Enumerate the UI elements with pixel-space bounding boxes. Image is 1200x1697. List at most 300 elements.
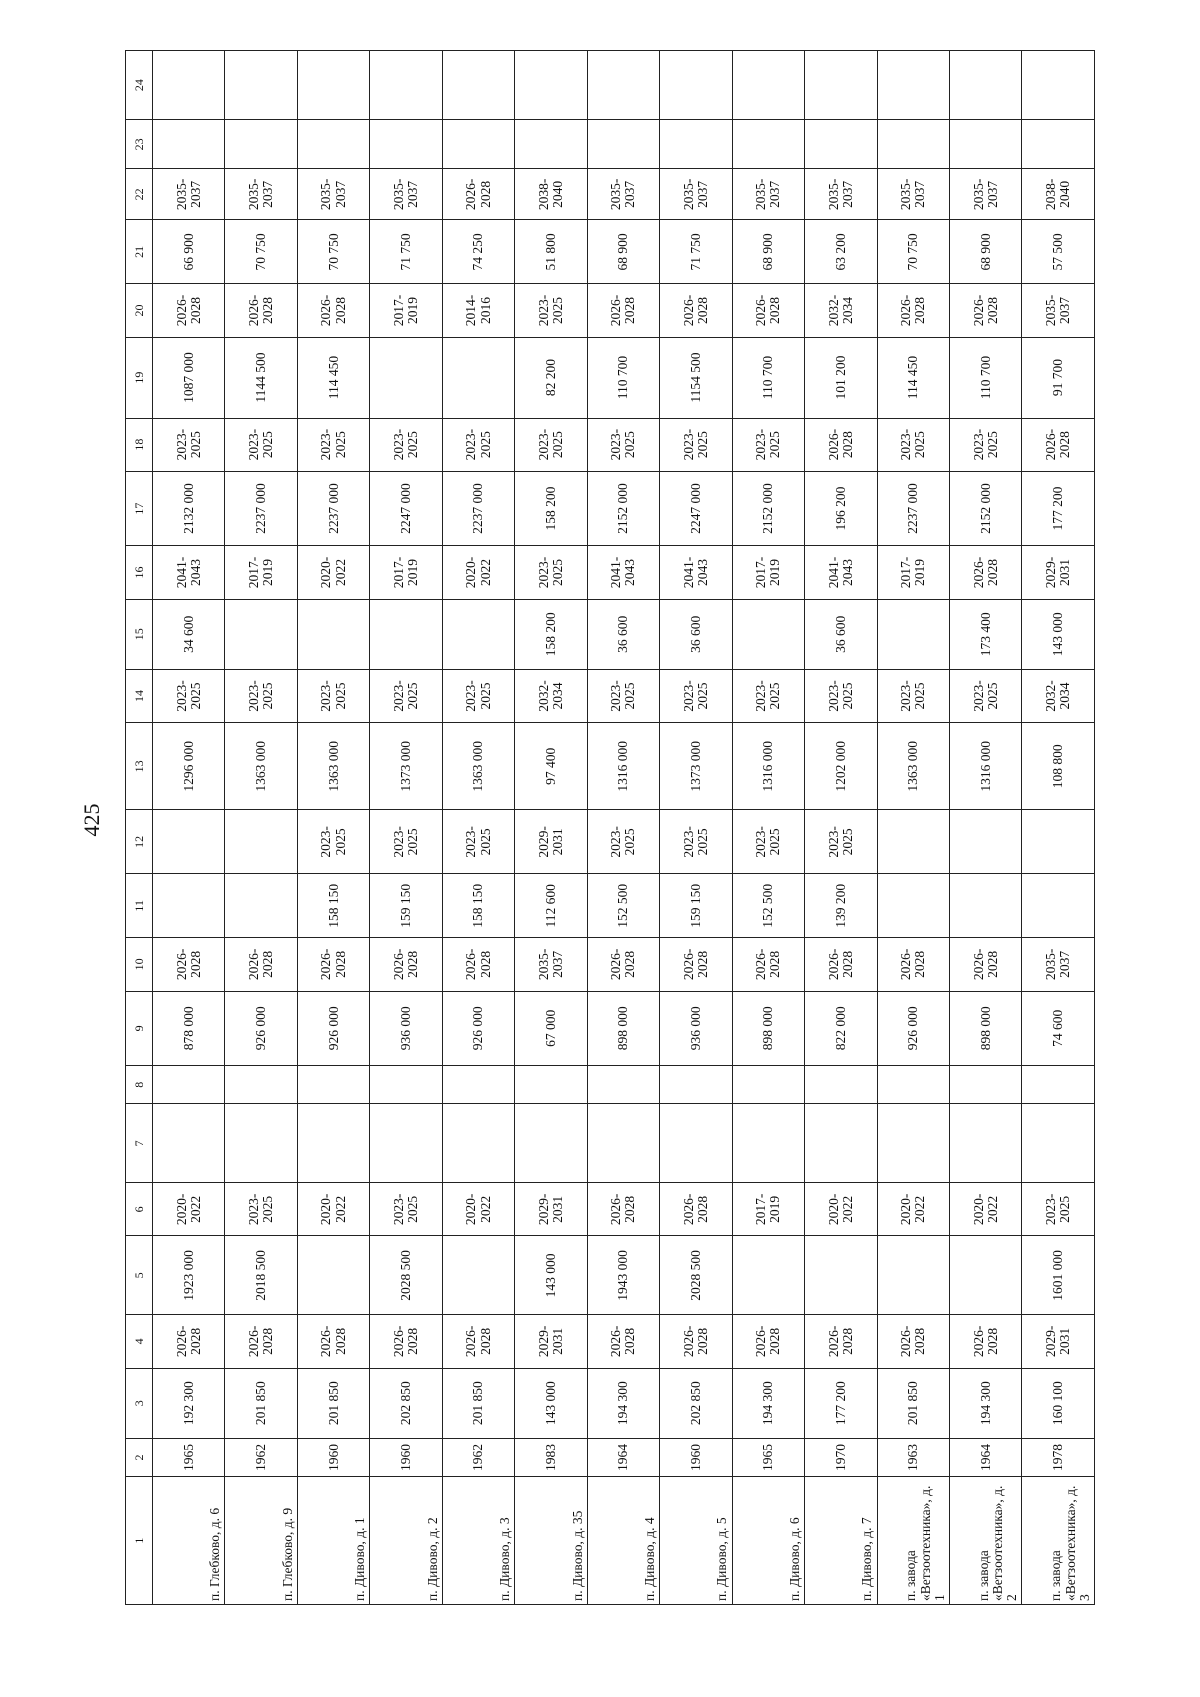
column-number-header	[126, 51, 153, 1605]
column-header: 13	[126, 723, 153, 810]
table-cell: 2026- 2028	[587, 1183, 659, 1236]
table-cell: 898 000	[949, 991, 1021, 1066]
table-cell: 2028 500	[660, 1236, 732, 1315]
table-cell: 2035- 2037	[877, 169, 949, 220]
table-cell: 194 300	[732, 1368, 804, 1438]
table-row	[515, 51, 587, 1605]
table-cell	[805, 1104, 877, 1183]
table-cell: 2026- 2028	[153, 284, 225, 337]
table-cell: 194 300	[949, 1368, 1021, 1438]
table-cell: 143 000	[1022, 599, 1095, 669]
table-cell: 91 700	[1022, 337, 1095, 418]
column-header: 22	[126, 169, 153, 220]
column-header: 7	[126, 1104, 153, 1183]
table-cell: 2020- 2022	[442, 546, 514, 599]
table-cell: 2023- 2025	[515, 546, 587, 599]
table-cell: 2023- 2025	[660, 669, 732, 722]
table-cell: 1316 000	[949, 723, 1021, 810]
table-cell: 1296 000	[153, 723, 225, 810]
table-cell: 67 000	[515, 991, 587, 1066]
table-cell: 2152 000	[949, 471, 1021, 546]
table-cell: 2018 500	[225, 1236, 297, 1315]
table-cell: 2032- 2034	[1022, 669, 1095, 722]
table-cell: 1964	[587, 1438, 659, 1476]
table-cell: 878 000	[153, 991, 225, 1066]
table-cell	[442, 337, 514, 418]
table-cell: 2026- 2028	[1022, 418, 1095, 471]
table-cell: 1923 000	[153, 1236, 225, 1315]
table-cell	[370, 599, 442, 669]
table-cell: 2026- 2028	[877, 284, 949, 337]
table-cell: 2026- 2028	[153, 938, 225, 991]
table-cell	[153, 1104, 225, 1183]
table-cell: 2152 000	[732, 471, 804, 546]
table-cell	[805, 1236, 877, 1315]
table-cell: 2026- 2028	[949, 938, 1021, 991]
table-cell: 201 850	[297, 1368, 369, 1438]
table-cell: 2023- 2025	[515, 284, 587, 337]
table-cell: 70 750	[225, 220, 297, 284]
column-header: 3	[126, 1368, 153, 1438]
table-cell: 2026- 2028	[877, 1315, 949, 1368]
table-cell: 114 450	[877, 337, 949, 418]
table-cell: 2023- 2025	[297, 669, 369, 722]
column-header: 4	[126, 1315, 153, 1368]
table-cell: 1601 000	[1022, 1236, 1095, 1315]
table-cell: 2035- 2037	[732, 169, 804, 220]
table-cell: 822 000	[805, 991, 877, 1066]
table-cell: 139 200	[805, 874, 877, 938]
table-cell: 1316 000	[587, 723, 659, 810]
table-cell: 36 600	[660, 599, 732, 669]
table-cell: 1962	[225, 1438, 297, 1476]
table-cell: 201 850	[225, 1368, 297, 1438]
table-cell	[297, 120, 369, 169]
page-number: 425	[79, 803, 104, 837]
address-cell: п. Дивово, д. 35	[515, 1477, 587, 1605]
table-cell	[877, 1236, 949, 1315]
table-cell: 2041- 2043	[805, 546, 877, 599]
table-cell: 110 700	[949, 337, 1021, 418]
table-cell: 2026- 2028	[587, 1315, 659, 1368]
table-cell	[660, 1104, 732, 1183]
address-cell: п. Дивово, д. 6	[732, 1477, 804, 1605]
table-cell: 70 750	[877, 220, 949, 284]
table-cell: 173 400	[949, 599, 1021, 669]
table-cell: 2023- 2025	[225, 669, 297, 722]
table-cell: 2023- 2025	[153, 669, 225, 722]
table-cell: 2041- 2043	[660, 546, 732, 599]
table-cell: 2026- 2028	[805, 418, 877, 471]
table-cell: 1154 500	[660, 337, 732, 418]
address-cell: п. Дивово, д. 2	[370, 1477, 442, 1605]
table-cell	[442, 1066, 514, 1104]
table-cell	[1022, 51, 1095, 120]
table-cell	[587, 1104, 659, 1183]
table-cell: 2026- 2028	[949, 546, 1021, 599]
column-header: 24	[126, 51, 153, 120]
table-cell: 2023- 2025	[370, 669, 442, 722]
table-cell: 2237 000	[225, 471, 297, 546]
table-cell: 201 850	[442, 1368, 514, 1438]
table-cell	[442, 1104, 514, 1183]
table-cell: 158 200	[515, 471, 587, 546]
table-cell	[370, 337, 442, 418]
table-cell: 2026- 2028	[225, 938, 297, 991]
table-cell: 1965	[732, 1438, 804, 1476]
table-cell: 2028 500	[370, 1236, 442, 1315]
table-cell	[877, 120, 949, 169]
table-cell: 1978	[1022, 1438, 1095, 1476]
table-cell: 97 400	[515, 723, 587, 810]
table-cell: 2026- 2028	[297, 938, 369, 991]
table-cell	[805, 51, 877, 120]
table-cell	[660, 1066, 732, 1104]
table-cell: 2023- 2025	[297, 418, 369, 471]
table-cell: 2023- 2025	[370, 418, 442, 471]
table-row	[732, 51, 804, 1605]
table-cell: 2023- 2025	[732, 418, 804, 471]
table-row	[587, 51, 659, 1605]
address-cell: п. Дивово, д. 1	[297, 1477, 369, 1605]
table-cell: 926 000	[877, 991, 949, 1066]
table-cell	[949, 1236, 1021, 1315]
table-cell: 926 000	[297, 991, 369, 1066]
table-cell: 2029- 2031	[515, 1183, 587, 1236]
table-cell: 2026- 2028	[442, 1315, 514, 1368]
table-cell: 2035- 2037	[515, 938, 587, 991]
table-cell: 926 000	[225, 991, 297, 1066]
table-row	[370, 51, 442, 1605]
table-cell: 57 500	[1022, 220, 1095, 284]
table-cell: 2026- 2028	[660, 1315, 732, 1368]
table-cell: 2237 000	[297, 471, 369, 546]
table-cell: 201 850	[877, 1368, 949, 1438]
table-cell: 898 000	[732, 991, 804, 1066]
address-cell: п. Глебково, д. 6	[153, 1477, 225, 1605]
table-cell	[587, 1066, 659, 1104]
table-cell: 2017- 2019	[370, 546, 442, 599]
table-cell	[153, 1066, 225, 1104]
table-cell: 2020- 2022	[805, 1183, 877, 1236]
table-cell	[877, 599, 949, 669]
table-cell: 152 500	[587, 874, 659, 938]
table-body	[153, 51, 1095, 1605]
table-cell: 68 900	[732, 220, 804, 284]
table-cell: 2023- 2025	[515, 418, 587, 471]
table-cell: 34 600	[153, 599, 225, 669]
table-cell: 2023- 2025	[225, 418, 297, 471]
table-cell: 194 300	[587, 1368, 659, 1438]
table-cell: 192 300	[153, 1368, 225, 1438]
table-cell: 936 000	[660, 991, 732, 1066]
table-cell	[297, 1066, 369, 1104]
table-cell: 2032- 2034	[805, 284, 877, 337]
table-cell: 2041- 2043	[587, 546, 659, 599]
table-cell	[515, 1066, 587, 1104]
table-cell: 101 200	[805, 337, 877, 418]
table-cell: 159 150	[660, 874, 732, 938]
table-cell: 2026- 2028	[949, 1315, 1021, 1368]
table-cell	[732, 51, 804, 120]
table-cell: 2023- 2025	[805, 810, 877, 874]
table-cell: 2026- 2028	[297, 1315, 369, 1368]
table-cell: 2023- 2025	[442, 669, 514, 722]
column-header: 16	[126, 546, 153, 599]
table-cell: 2038- 2040	[1022, 169, 1095, 220]
table-cell: 2023- 2025	[732, 669, 804, 722]
table-cell: 898 000	[587, 991, 659, 1066]
table-cell: 2026- 2028	[660, 284, 732, 337]
table-cell: 2029- 2031	[1022, 1315, 1095, 1368]
table-cell: 143 000	[515, 1368, 587, 1438]
column-header: 18	[126, 418, 153, 471]
table-cell	[370, 120, 442, 169]
table-cell: 2014- 2016	[442, 284, 514, 337]
table-cell: 2026- 2028	[732, 284, 804, 337]
table-cell: 2026- 2028	[732, 938, 804, 991]
table-cell: 2020- 2022	[949, 1183, 1021, 1236]
column-header: 10	[126, 938, 153, 991]
table-row	[297, 51, 369, 1605]
table-cell	[587, 51, 659, 120]
table-cell	[1022, 120, 1095, 169]
table-cell: 2026- 2028	[587, 284, 659, 337]
table-cell	[297, 51, 369, 120]
table-cell: 159 150	[370, 874, 442, 938]
table-cell: 2035- 2037	[949, 169, 1021, 220]
table-cell: 2017- 2019	[225, 546, 297, 599]
column-header: 8	[126, 1066, 153, 1104]
header-row	[126, 51, 153, 1605]
table-cell: 2237 000	[877, 471, 949, 546]
table-cell: 2023- 2025	[805, 669, 877, 722]
data-table	[125, 50, 1095, 1605]
table-cell: 2237 000	[442, 471, 514, 546]
table-cell: 2026- 2028	[225, 1315, 297, 1368]
table-cell	[660, 51, 732, 120]
table-cell: 143 000	[515, 1236, 587, 1315]
table-cell: 63 200	[805, 220, 877, 284]
table-cell: 2026- 2028	[370, 1315, 442, 1368]
table-cell: 1960	[297, 1438, 369, 1476]
column-header: 12	[126, 810, 153, 874]
table-row	[660, 51, 732, 1605]
table-cell: 1960	[660, 1438, 732, 1476]
table-cell: 1970	[805, 1438, 877, 1476]
table-cell	[949, 51, 1021, 120]
table-cell: 110 700	[732, 337, 804, 418]
table-cell: 2023- 2025	[442, 810, 514, 874]
table-cell: 2017- 2019	[370, 284, 442, 337]
table-cell: 177 200	[805, 1368, 877, 1438]
table-cell: 2023- 2025	[370, 1183, 442, 1236]
table-cell	[225, 1104, 297, 1183]
table-cell: 2023- 2025	[877, 669, 949, 722]
table-cell: 2020- 2022	[297, 546, 369, 599]
table-cell: 926 000	[442, 991, 514, 1066]
table-cell: 2023- 2025	[1022, 1183, 1095, 1236]
table-cell	[877, 1104, 949, 1183]
table-cell: 158 150	[442, 874, 514, 938]
table-cell: 2026- 2028	[805, 938, 877, 991]
table-cell: 2017- 2019	[877, 546, 949, 599]
table-cell: 1373 000	[660, 723, 732, 810]
table-cell: 74 250	[442, 220, 514, 284]
table-cell: 2023- 2025	[949, 669, 1021, 722]
table-cell	[442, 51, 514, 120]
table-row	[805, 51, 877, 1605]
table-cell	[297, 599, 369, 669]
table-cell: 1373 000	[370, 723, 442, 810]
table-cell	[225, 1066, 297, 1104]
table-cell: 2152 000	[587, 471, 659, 546]
table-cell: 2023- 2025	[949, 418, 1021, 471]
table-row	[442, 51, 514, 1605]
table-cell	[732, 1066, 804, 1104]
table-cell: 71 750	[370, 220, 442, 284]
table-cell: 202 850	[660, 1368, 732, 1438]
table-cell: 2023- 2025	[587, 669, 659, 722]
table-cell: 112 600	[515, 874, 587, 938]
table-cell: 177 200	[1022, 471, 1095, 546]
column-header: 20	[126, 284, 153, 337]
table-cell: 1363 000	[442, 723, 514, 810]
table-cell: 2023- 2025	[153, 418, 225, 471]
table-cell: 1144 500	[225, 337, 297, 418]
table-cell: 2038- 2040	[515, 169, 587, 220]
table-cell	[297, 1104, 369, 1183]
table-cell: 196 200	[805, 471, 877, 546]
table-cell	[877, 1066, 949, 1104]
table-cell	[949, 874, 1021, 938]
table-row	[225, 51, 297, 1605]
table-cell: 2029- 2031	[1022, 546, 1095, 599]
address-cell: п. Дивово, д. 4	[587, 1477, 659, 1605]
table-row	[877, 51, 949, 1605]
table-cell	[949, 1066, 1021, 1104]
table-cell: 1964	[949, 1438, 1021, 1476]
table-cell: 1202 000	[805, 723, 877, 810]
table-cell: 2026- 2028	[442, 938, 514, 991]
table-cell: 2035- 2037	[297, 169, 369, 220]
table-cell: 1963	[877, 1438, 949, 1476]
table-cell	[153, 874, 225, 938]
column-header: 19	[126, 337, 153, 418]
table-cell: 2026- 2028	[297, 284, 369, 337]
table-cell: 158 200	[515, 599, 587, 669]
column-header: 9	[126, 991, 153, 1066]
column-header: 15	[126, 599, 153, 669]
table-cell	[1022, 874, 1095, 938]
table-cell: 51 800	[515, 220, 587, 284]
table-cell: 2026- 2028	[660, 1183, 732, 1236]
table-cell: 2023- 2025	[587, 810, 659, 874]
table-cell: 2247 000	[660, 471, 732, 546]
table-cell	[370, 1104, 442, 1183]
table-cell: 2029- 2031	[515, 1315, 587, 1368]
table-cell	[1022, 1066, 1095, 1104]
table-cell	[515, 1104, 587, 1183]
table-cell: 2026- 2028	[370, 938, 442, 991]
table-cell	[225, 810, 297, 874]
column-header: 1	[126, 1477, 153, 1605]
table-cell	[442, 1236, 514, 1315]
table-cell: 2023- 2025	[660, 418, 732, 471]
table-cell: 70 750	[297, 220, 369, 284]
table-cell: 152 500	[732, 874, 804, 938]
table-cell: 1983	[515, 1438, 587, 1476]
table-cell: 2023- 2025	[225, 1183, 297, 1236]
table-cell: 2026- 2028	[877, 938, 949, 991]
table-cell: 2017- 2019	[732, 546, 804, 599]
table-cell: 2026- 2028	[587, 938, 659, 991]
table-cell	[442, 599, 514, 669]
table-cell	[949, 120, 1021, 169]
table-cell: 2023- 2025	[587, 418, 659, 471]
column-header: 17	[126, 471, 153, 546]
table-cell: 2026- 2028	[225, 284, 297, 337]
table-cell	[732, 599, 804, 669]
table-cell: 1087 000	[153, 337, 225, 418]
table-cell	[225, 120, 297, 169]
table-cell: 2041- 2043	[153, 546, 225, 599]
table-cell	[732, 1104, 804, 1183]
table-cell	[153, 120, 225, 169]
table-cell	[587, 120, 659, 169]
table-cell	[153, 810, 225, 874]
table-cell: 2035- 2037	[370, 169, 442, 220]
column-header: 21	[126, 220, 153, 284]
table-cell: 2026- 2028	[732, 1315, 804, 1368]
table-cell: 74 600	[1022, 991, 1095, 1066]
table-cell: 2023- 2025	[732, 810, 804, 874]
column-header: 6	[126, 1183, 153, 1236]
table-cell	[297, 1236, 369, 1315]
address-cell: п. Дивово, д. 7	[805, 1477, 877, 1605]
table-cell: 1962	[442, 1438, 514, 1476]
table-cell	[805, 1066, 877, 1104]
table-cell: 2023- 2025	[660, 810, 732, 874]
table-cell: 2247 000	[370, 471, 442, 546]
table-row	[153, 51, 225, 1605]
table-cell: 2023- 2025	[877, 418, 949, 471]
table-cell: 2026- 2028	[442, 169, 514, 220]
column-header: 2	[126, 1438, 153, 1476]
table-cell	[949, 1104, 1021, 1183]
table-cell	[225, 51, 297, 120]
column-header: 5	[126, 1236, 153, 1315]
address-cell: п. завода «Ветзоотехника», д. 2	[949, 1477, 1021, 1605]
table-cell: 2020- 2022	[877, 1183, 949, 1236]
table-cell	[370, 1066, 442, 1104]
table-cell: 66 900	[153, 220, 225, 284]
table-cell: 1363 000	[297, 723, 369, 810]
table-cell: 936 000	[370, 991, 442, 1066]
table-cell: 1363 000	[225, 723, 297, 810]
table-cell	[442, 120, 514, 169]
address-cell: п. Дивово, д. 3	[442, 1477, 514, 1605]
table-cell: 2035- 2037	[587, 169, 659, 220]
table-cell	[370, 51, 442, 120]
table-cell: 2023- 2025	[297, 810, 369, 874]
table-cell: 2132 000	[153, 471, 225, 546]
column-header: 11	[126, 874, 153, 938]
table-cell	[660, 120, 732, 169]
address-cell: п. Дивово, д. 5	[660, 1477, 732, 1605]
table-cell	[153, 51, 225, 120]
table-cell: 36 600	[587, 599, 659, 669]
